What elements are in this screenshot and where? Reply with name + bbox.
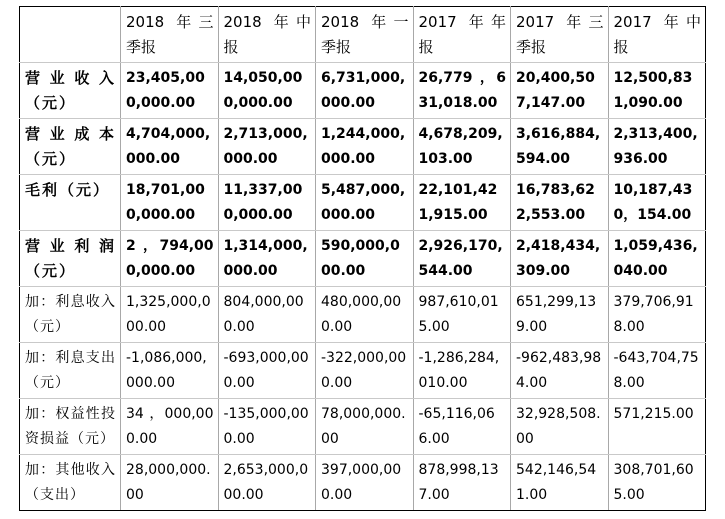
table-cell: 308,701,605.00 xyxy=(608,455,706,511)
table-cell: 23,405,000,000.00 xyxy=(121,63,219,119)
row-label: 营业收入（元） xyxy=(20,63,121,119)
table-cell: 4,678,209,103.00 xyxy=(413,119,511,175)
table-row xyxy=(20,343,706,399)
table-cell: 1,325,000,000.00 xyxy=(121,287,219,343)
table-cell: 26,779 ，631,018.00 xyxy=(413,63,511,119)
table-row xyxy=(20,455,706,511)
table-cell: -65,116,066.00 xyxy=(413,399,511,455)
table-cell: 987,610,015.00 xyxy=(413,287,511,343)
table-cell: 651,299,139.00 xyxy=(511,287,609,343)
table-cell: 804,000,000.00 xyxy=(218,287,316,343)
table-cell: 12,500,831,090.00 xyxy=(608,63,706,119)
row-label: 营业成本（元） xyxy=(20,119,121,175)
table-cell: -693,000,000.00 xyxy=(218,343,316,399)
table-cell: 3,616,884,594.00 xyxy=(511,119,609,175)
table-cell: 542,146,541.00 xyxy=(511,455,609,511)
table-cell: 18,701,000,000.00 xyxy=(121,175,219,231)
table-cell: 2 ，794,000,000.00 xyxy=(121,231,219,287)
table-cell: 1,059,436,040.00 xyxy=(608,231,706,287)
table-row xyxy=(20,119,706,175)
row-label: 加：利息收入（元） xyxy=(20,287,121,343)
table-cell: 1,314,000,000.00 xyxy=(218,231,316,287)
table-cell: -322,000,000.00 xyxy=(316,343,414,399)
table-cell: 2,653,000,000.00 xyxy=(218,455,316,511)
table-row xyxy=(20,287,706,343)
table-row xyxy=(20,175,706,231)
table-cell: -962,483,984.00 xyxy=(511,343,609,399)
table-row xyxy=(20,63,706,119)
table-cell: -135,000,000.00 xyxy=(218,399,316,455)
table-cell: 16,783,622,553.00 xyxy=(511,175,609,231)
table-cell: 20,400,507,147.00 xyxy=(511,63,609,119)
table-cell: 480,000,000.00 xyxy=(316,287,414,343)
table-cell: 28,000,000.00 xyxy=(121,455,219,511)
table-cell: 10,187,430，154.00 xyxy=(608,175,706,231)
table-row xyxy=(20,231,706,287)
table-cell: 22,101,421,915.00 xyxy=(413,175,511,231)
row-label: 营业利润（元） xyxy=(20,231,121,287)
row-label: 加：权益性投资损益（元） xyxy=(20,399,121,455)
table-cell: 2,926,170,544.00 xyxy=(413,231,511,287)
row-label: 加：利息支出（元） xyxy=(20,343,121,399)
corner-cell xyxy=(20,7,121,63)
table-row xyxy=(20,399,706,455)
table-cell: -1,286,284,010.00 xyxy=(413,343,511,399)
header-2017-q3: 2017 年三季报 xyxy=(511,7,609,63)
table-cell: 14,050,000,000.00 xyxy=(218,63,316,119)
header-2017-h1: 2017 年中报 xyxy=(608,7,706,63)
table-cell: 5,487,000,000.00 xyxy=(316,175,414,231)
header-2018-q3: 2018 年三季报 xyxy=(121,7,219,63)
row-label: 毛利（元） xyxy=(20,175,121,231)
table-cell: -643,704,758.00 xyxy=(608,343,706,399)
table-cell: 4,704,000,000.00 xyxy=(121,119,219,175)
header-2018-q1: 2018 年一季报 xyxy=(316,7,414,63)
table-cell: 1,244,000,000.00 xyxy=(316,119,414,175)
financial-table xyxy=(19,6,706,511)
table-cell: 78,000,000.00 xyxy=(316,399,414,455)
table-cell: 2,313,400,936.00 xyxy=(608,119,706,175)
financial-table-container xyxy=(19,6,701,511)
table-cell: 32,928,508.00 xyxy=(511,399,609,455)
table-cell: 878,998,137.00 xyxy=(413,455,511,511)
table-cell: 397,000,000.00 xyxy=(316,455,414,511)
row-label: 加：其他收入（支出） xyxy=(20,455,121,511)
table-cell: -1,086,000,000.00 xyxy=(121,343,219,399)
table-cell: 11,337,000,000.00 xyxy=(218,175,316,231)
table-cell: 379,706,918.00 xyxy=(608,287,706,343)
table-cell: 2,418,434,309.00 xyxy=(511,231,609,287)
header-2017-annual: 2017 年年报 xyxy=(413,7,511,63)
header-2018-h1: 2018 年中报 xyxy=(218,7,316,63)
table-cell: 590,000,000.00 xyxy=(316,231,414,287)
table-cell: 6,731,000,000.00 xyxy=(316,63,414,119)
table-cell: 571,215.00 xyxy=(608,399,706,455)
table-cell: 2,713,000,000.00 xyxy=(218,119,316,175)
header-row xyxy=(20,7,706,63)
table-cell: 34 ，000,000.00 xyxy=(121,399,219,455)
